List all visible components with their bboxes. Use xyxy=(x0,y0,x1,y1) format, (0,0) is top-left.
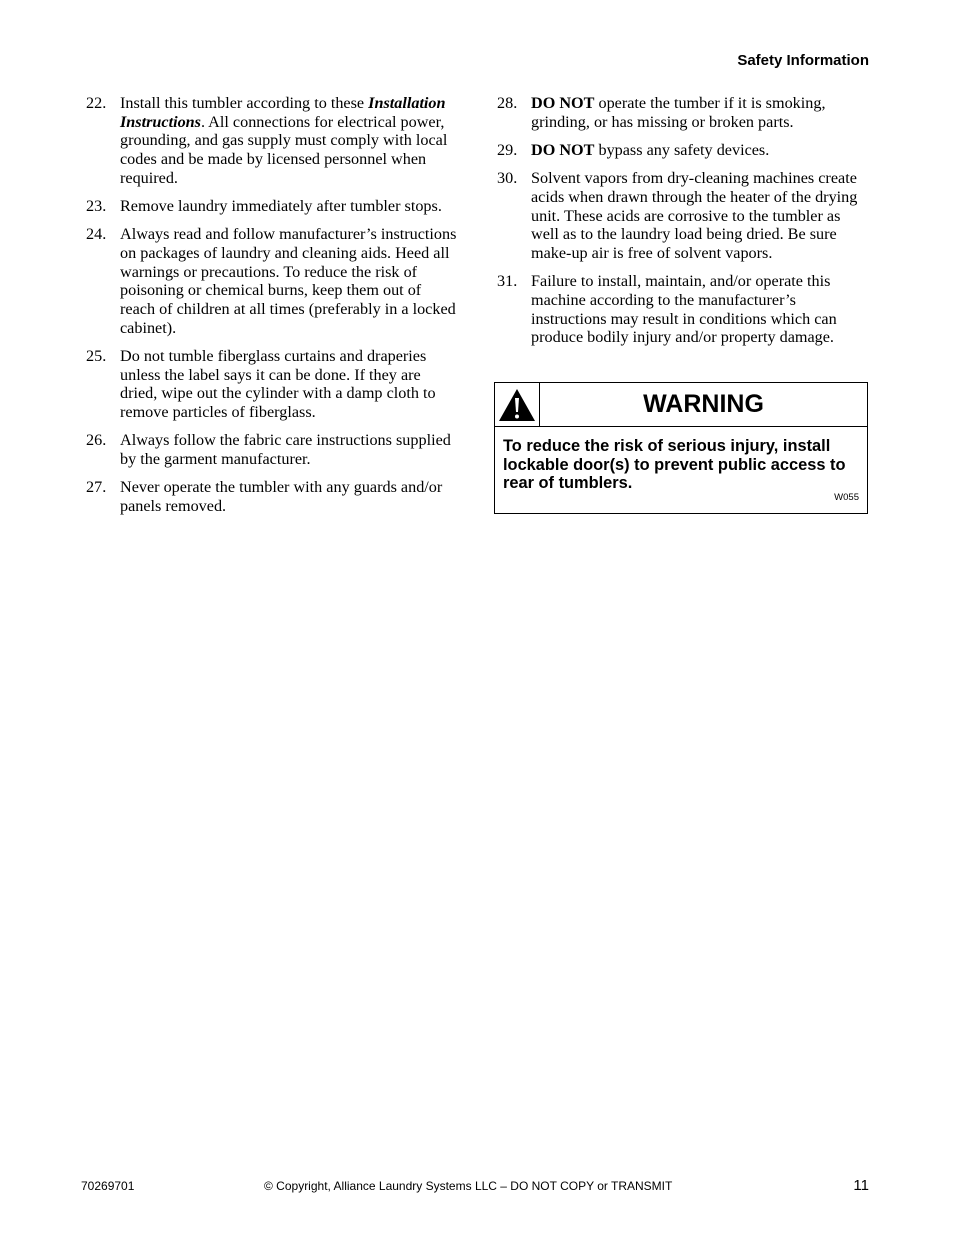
list-item xyxy=(86,347,458,422)
item-text-part: bypass any safety devices. xyxy=(594,140,770,159)
page-number: 11 xyxy=(853,1177,869,1194)
item-text xyxy=(531,94,871,131)
copyright-notice: © Copyright, Alliance Laundry Systems LLC – DO NOT COPY or TRANSMIT xyxy=(264,1179,673,1193)
list-item xyxy=(497,272,871,347)
list-item xyxy=(497,141,871,160)
item-text: Remove laundry immediately after tumbler stops. xyxy=(120,197,442,216)
list-item xyxy=(86,478,458,515)
item-number: 26. xyxy=(86,431,107,450)
list-item xyxy=(86,197,458,216)
item-number: 24. xyxy=(86,225,107,244)
item-number: 29. xyxy=(497,140,518,159)
warning-triangle-icon xyxy=(498,388,536,422)
warning-text: To reduce the risk of serious injury, install lockable door(s) to prevent public access to rear of tumblers. xyxy=(503,437,846,492)
warning-code: W055 xyxy=(834,492,859,503)
item-text xyxy=(531,141,871,160)
item-text: Always read and follow manufacturer’s instructions on packages of laundry and cleaning aids. Heed all warnings or precautions. To reduce the risk of poisoning or chemical burns, keep them out of reach of children at all times (preferably in a locked cabinet). xyxy=(120,225,457,337)
item-text-part: operate the tumber if it is smoking, grinding, or has missing or broken parts. xyxy=(531,94,826,131)
item-number: 28. xyxy=(497,94,518,112)
item-text: Always follow the fabric care instructions supplied by the garment manufacturer. xyxy=(120,431,451,468)
item-number: 27. xyxy=(86,478,107,497)
document-number: 70269701 xyxy=(81,1179,135,1193)
warning-title: WARNING xyxy=(643,390,764,418)
item-number: 30. xyxy=(497,169,518,188)
warning-icon-cell xyxy=(495,383,540,426)
do-not-emphasis: DO NOT xyxy=(531,94,595,112)
item-text: Failure to install, maintain, and/or operate this machine according to the manufacturer’s instructions may result in conditions which can produce bodily injury and/or property damage. xyxy=(531,272,837,347)
right-column xyxy=(497,94,871,356)
list-item xyxy=(86,431,458,468)
item-number: 23. xyxy=(86,197,107,216)
item-text xyxy=(120,94,458,188)
left-column xyxy=(86,94,458,525)
warning-header xyxy=(495,383,867,427)
list-item xyxy=(497,94,871,131)
item-text: Never operate the tumbler with any guards and/or panels removed. xyxy=(120,478,443,515)
item-number: 31. xyxy=(497,272,518,291)
list-item xyxy=(497,169,871,263)
item-number: 25. xyxy=(86,346,107,365)
item-text-part: . All connections for electrical power, grounding, and gas supply must comply with local codes and be made by licensed personnel when required. xyxy=(120,112,448,187)
item-text: Solvent vapors from dry-cleaning machines create acids when drawn through the heater of the drying unit. These acids are corrosive to the tumbler as well as to the laundry load being dried. Be sure make-up air is free of solvent vapors. xyxy=(531,169,858,262)
item-text-part: Install this tumbler according to these xyxy=(120,94,369,112)
installation-instructions-emphasis: Installation Instructions xyxy=(120,94,446,131)
item-number: 22. xyxy=(86,94,107,112)
item-text: Do not tumble fiberglass curtains and draperies unless the label says it can be done. If they are dried, wipe out the cylinder with a damp cloth to remove particles of fiberglass. xyxy=(120,346,436,422)
warning-box xyxy=(494,382,868,514)
section-header: Safety Information xyxy=(737,52,869,69)
list-item xyxy=(86,94,458,188)
do-not-emphasis: DO NOT xyxy=(531,140,595,159)
list-item xyxy=(86,225,458,337)
